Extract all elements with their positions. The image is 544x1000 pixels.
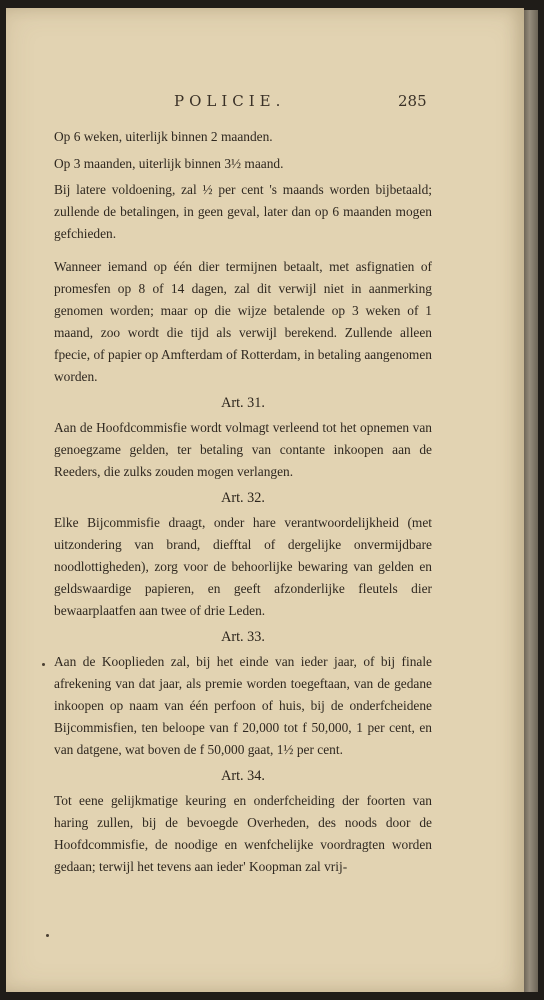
paragraph-article-33: Aan de Kooplieden zal, bij het einde van ieder jaar, of bij finale afrekening van dat jaar, als premie worden toegeftaan, van de gedane inkoopen op naam van één perfoon of huis, bij de onderfcheidene Bijcommisfien, ten beloope van f 20,000 tot f 50,000, 1 per cent, en van datgene, wat boven de f 50,000 gaat, 1½ per cent.: [54, 654, 432, 757]
paragraph-payment-terms: Wanneer iemand op één dier termijnen betaalt, met asfignatien of promesfen op 8 of 14 dagen, zal dit verwijl niet in aanmerking genomen worden; maar op die wijze betalende op 3 weken of 1 maand, zoo wordt die tijd als verwijl berekend. Zullende alleen fpecie, of papier op Amfterdam of Rotterdam, in betaling aangenomen worden.: [54, 259, 432, 384]
page-number: 285: [398, 92, 427, 110]
paragraph-article-31: Aan de Hoofdcommisfie wordt volmagt verleend tot het opnemen van genoegzame gelden, ter betaling van contante inkoopen aan de Reeders, die zulks zouden mogen verlangen.: [54, 420, 432, 479]
body-text: [54, 126, 432, 878]
book-page: [6, 8, 524, 992]
article-heading-33: Art. 33.: [221, 629, 265, 645]
ink-speck: [42, 663, 45, 666]
page-header: [6, 92, 524, 116]
ink-speck: [46, 934, 49, 937]
article-heading-31: Art. 31.: [221, 395, 265, 411]
article-heading-32: Art. 32.: [221, 490, 265, 506]
page-edge: [524, 10, 538, 992]
running-title: POLICIE.: [174, 92, 286, 110]
paragraph-article-34: Tot eene gelijkmatige keuring en onderfcheiding der foorten van haring zullen, bij de bevoegde Overheden, des noods door de Hoofdcommisfie, de noodige en wenfchelijke voordragten worden gedaan; terwijl het tevens aan ieder' Koopman zal vrij-: [54, 793, 432, 874]
paragraph-late-payment: Bij latere voldoening, zal ½ per cent 's maands worden bijbetaald; zullende de betalingen, in geen geval, later dan op 6 maanden mogen gefchieden.: [54, 182, 432, 241]
article-heading-34: Art. 34.: [221, 768, 265, 784]
schedule-line-1: Op 6 weken, uiterlijk binnen 2 maanden.: [54, 129, 273, 144]
paragraph-article-32: Elke Bijcommisfie draagt, onder hare verantwoordelijkheid (met uitzondering van brand, diefftal of dergelijke onvermijdbare noodlottigheden), zorg voor de behoorlijke bewaring van gelden en geldswaardige papieren, en geeft afzonderlijke fleutels dier bewaarplaatfen aan twee of drie Leden.: [54, 515, 432, 618]
schedule-line-2: Op 3 maanden, uiterlijk binnen 3½ maand.: [54, 156, 284, 171]
